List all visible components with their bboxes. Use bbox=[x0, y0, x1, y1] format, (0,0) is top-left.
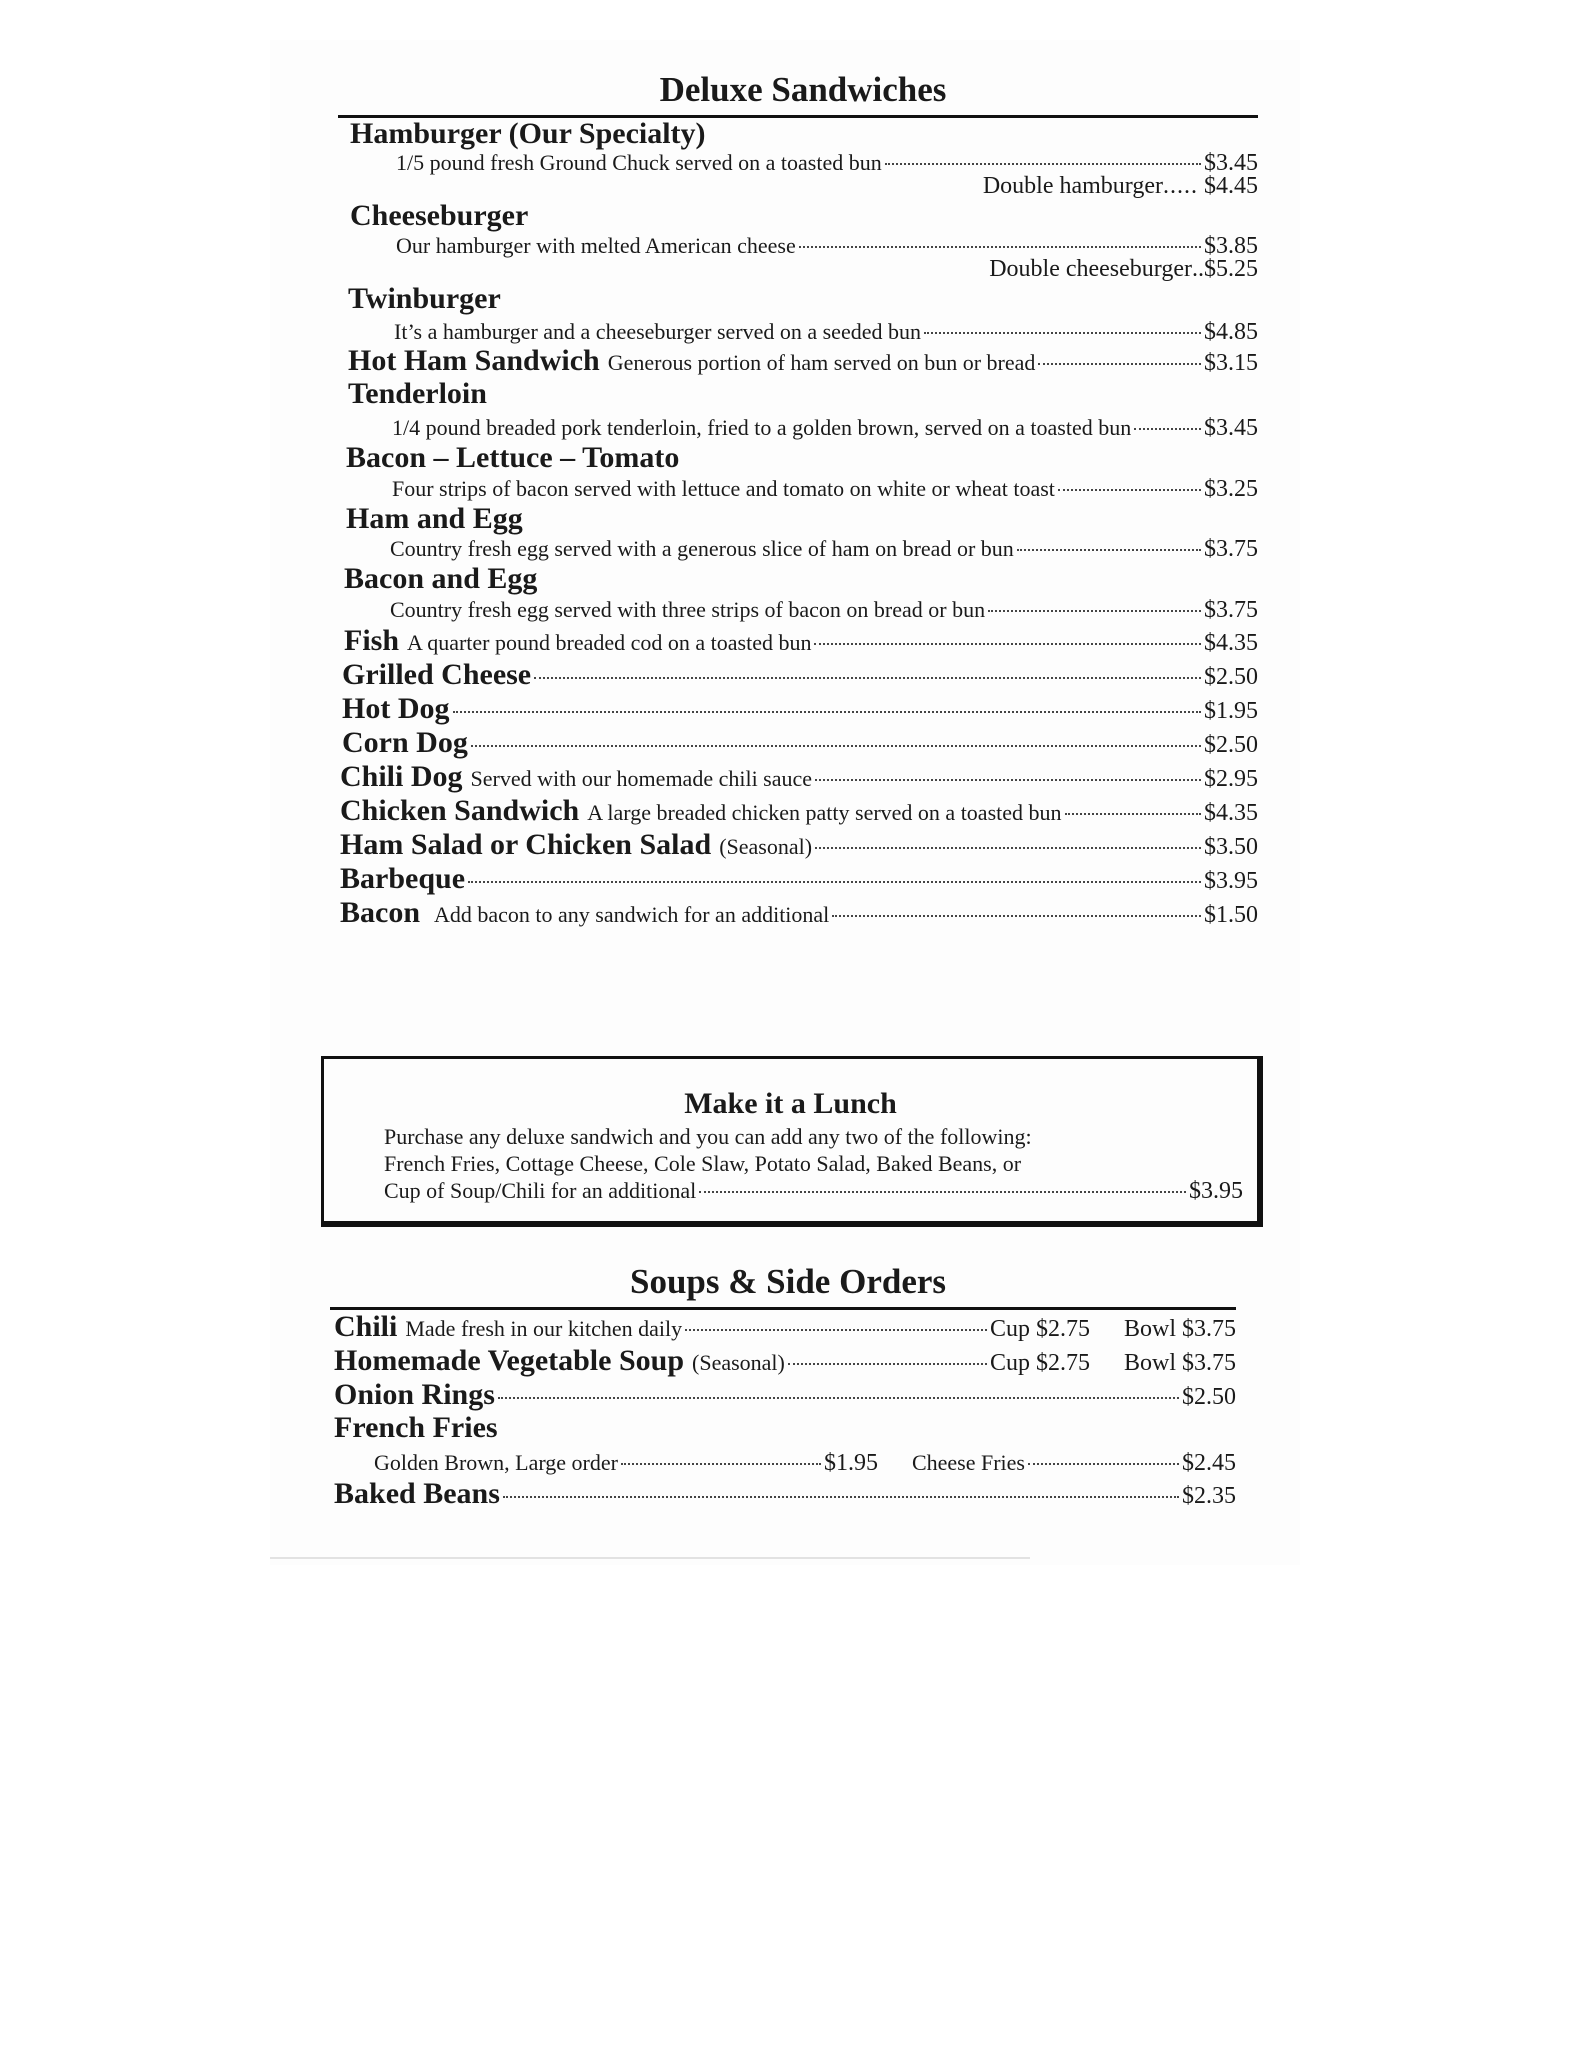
item-description: A large breaded chicken patty served on a toasted bun bbox=[587, 799, 1062, 825]
menu-item-onion-rings bbox=[330, 1378, 1236, 1412]
item-name: Ham and Egg bbox=[346, 501, 523, 535]
cheese-fries-label: Cheese Fries bbox=[911, 1449, 1025, 1475]
menu-item-french-fries bbox=[330, 1412, 1236, 1477]
item-line bbox=[338, 319, 1258, 346]
item-name: Onion Rings bbox=[334, 1378, 495, 1411]
item-name: Fish bbox=[344, 623, 400, 657]
section-title: Soups & Side Orders bbox=[629, 1262, 947, 1301]
soups-sides-section bbox=[330, 1264, 1236, 1511]
menu-item-chicken-sandwich bbox=[338, 794, 1258, 828]
leader-dots bbox=[699, 1191, 1186, 1193]
extra-dots: ..... bbox=[1163, 172, 1198, 199]
item-price: $3.95 bbox=[1204, 867, 1258, 894]
item-price: $3.75 bbox=[1204, 536, 1258, 562]
menu-item-grilled-cheese bbox=[338, 658, 1258, 692]
item-description: Country fresh egg served with a generous slice of ham on bread or bun bbox=[390, 536, 1014, 561]
item-description: Served with our homemade chili sauce bbox=[470, 765, 813, 791]
item-price: $3.45 bbox=[1204, 415, 1258, 441]
item-description: (Seasonal) bbox=[719, 833, 813, 859]
leader-dots bbox=[1058, 489, 1201, 491]
item-price: $2.35 bbox=[1182, 1482, 1236, 1509]
item-description: It’s a hamburger and a cheeseburger served on a seeded bun bbox=[394, 318, 921, 344]
lunch-price: $3.95 bbox=[1189, 1178, 1243, 1204]
make-it-a-lunch-box bbox=[321, 1056, 1263, 1227]
item-description: 1/4 pound breaded pork tenderloin, fried to a golden brown, served on a toasted bun bbox=[392, 415, 1132, 440]
item-name: Hot Dog bbox=[342, 691, 450, 725]
item-price: $2.95 bbox=[1204, 765, 1258, 792]
item-line bbox=[330, 1450, 1236, 1477]
menu-item-hamburger bbox=[338, 118, 1258, 200]
extra-label: Double cheeseburger bbox=[989, 256, 1192, 282]
lunch-title: Make it a Lunch bbox=[684, 1087, 897, 1120]
leader-dots bbox=[621, 1463, 821, 1465]
menu-item-corn-dog bbox=[338, 726, 1258, 760]
menu-item-vegetable-soup bbox=[330, 1344, 1236, 1378]
cup-price: Cup $2.75 bbox=[989, 1350, 1090, 1376]
item-name: Ham Salad or Chicken Salad bbox=[340, 827, 712, 861]
leader-dots bbox=[1028, 1463, 1179, 1465]
item-name: Tenderloin bbox=[348, 376, 487, 410]
extra-label: Double hamburger bbox=[982, 172, 1163, 199]
item-name: Chili bbox=[334, 1310, 398, 1343]
item-name: Barbeque bbox=[340, 861, 466, 895]
item-price: $2.50 bbox=[1204, 663, 1258, 690]
item-description: Add bacon to any sandwich for an additional bbox=[434, 901, 830, 927]
section-title: Deluxe Sandwiches bbox=[659, 70, 947, 109]
item-description: Generous portion of ham served on bun or bread bbox=[607, 349, 1036, 375]
leader-dots bbox=[832, 915, 1201, 917]
extra-price: $4.45 bbox=[1204, 172, 1258, 199]
menu-item-baked-beans bbox=[330, 1477, 1236, 1511]
leader-dots bbox=[815, 779, 1201, 781]
item-price: $4.35 bbox=[1204, 629, 1258, 656]
bowl-price: Bowl $3.75 bbox=[1123, 1350, 1236, 1376]
lunch-line-2: French Fries, Cottage Cheese, Cole Slaw, Potato Salad, Baked Beans, or bbox=[384, 1151, 1022, 1176]
item-price: $3.15 bbox=[1204, 349, 1258, 376]
leader-dots bbox=[498, 1397, 1179, 1399]
item-price: $3.75 bbox=[1204, 596, 1258, 623]
item-name: Homemade Vegetable Soup bbox=[334, 1344, 685, 1377]
deluxe-sandwiches-section bbox=[338, 72, 1258, 930]
leader-dots bbox=[1017, 549, 1201, 551]
item-name: Bacon bbox=[340, 895, 421, 929]
lunch-line-3 bbox=[384, 1177, 1243, 1205]
item-description: Our hamburger with melted American cheese bbox=[396, 233, 796, 258]
item-line bbox=[338, 597, 1258, 624]
leader-dots bbox=[1038, 363, 1201, 365]
menu-item-hot-dog bbox=[338, 692, 1258, 726]
leader-dots bbox=[814, 643, 1201, 645]
item-price: $3.85 bbox=[1204, 233, 1258, 259]
menu-item-blt bbox=[338, 442, 1258, 503]
item-name: Hamburger (Our Specialty) bbox=[350, 117, 706, 150]
leader-dots bbox=[534, 677, 1201, 679]
menu-item-chili-dog bbox=[338, 760, 1258, 794]
leader-dots bbox=[1065, 813, 1201, 815]
menu-item-tenderloin bbox=[338, 378, 1258, 443]
menu-item-hot-ham bbox=[338, 344, 1258, 378]
lunch-line-3-text: Cup of Soup/Chili for an additional bbox=[384, 1178, 697, 1203]
leader-dots bbox=[924, 332, 1201, 334]
leader-dots bbox=[685, 1329, 987, 1331]
item-price: $1.95 bbox=[1204, 697, 1258, 724]
extra-dots: .. bbox=[1192, 256, 1204, 282]
item-name: Bacon – Lettuce – Tomato bbox=[346, 441, 680, 474]
item-price: $2.50 bbox=[1182, 1384, 1236, 1410]
bowl-price: Bowl $3.75 bbox=[1123, 1316, 1236, 1342]
leader-dots bbox=[788, 1363, 987, 1365]
item-name: Baked Beans bbox=[334, 1476, 500, 1510]
cup-price: Cup $2.75 bbox=[989, 1316, 1090, 1342]
item-extra-line bbox=[338, 256, 1258, 283]
item-description: Country fresh egg served with three strips of bacon on bread or bun bbox=[390, 596, 986, 622]
item-line bbox=[338, 415, 1258, 442]
leader-dots bbox=[468, 881, 1201, 883]
menu-item-chili bbox=[330, 1310, 1236, 1344]
item-name: French Fries bbox=[334, 1411, 498, 1444]
item-price: $1.95 bbox=[823, 1449, 878, 1476]
item-name: Chicken Sandwich bbox=[340, 793, 580, 827]
menu-item-fish bbox=[338, 624, 1258, 658]
leader-dots bbox=[1134, 428, 1201, 430]
item-name: Twinburger bbox=[348, 282, 501, 315]
item-name: Bacon and Egg bbox=[344, 562, 538, 595]
item-price: $3.45 bbox=[1204, 149, 1258, 176]
item-description: (Seasonal) bbox=[692, 1350, 785, 1375]
item-name: Grilled Cheese bbox=[342, 657, 532, 691]
menu-item-bacon-egg bbox=[338, 563, 1258, 624]
item-name: Corn Dog bbox=[342, 725, 468, 759]
item-line bbox=[338, 536, 1258, 563]
item-description: A quarter pound breaded cod on a toasted bun bbox=[407, 629, 812, 655]
scan-edge-line bbox=[270, 1557, 1030, 1559]
item-name: Chili Dog bbox=[340, 759, 463, 793]
item-price: $3.50 bbox=[1204, 833, 1258, 860]
menu-item-barbeque bbox=[338, 862, 1258, 896]
menu-item-cheeseburger bbox=[338, 200, 1258, 284]
menu-item-salad bbox=[338, 828, 1258, 862]
item-description: Four strips of bacon served with lettuce and tomato on white or wheat toast bbox=[392, 475, 1055, 501]
leader-dots bbox=[453, 711, 1202, 713]
leader-dots bbox=[471, 745, 1201, 747]
leader-dots bbox=[988, 610, 1201, 612]
menu-item-ham-egg bbox=[338, 503, 1258, 564]
item-price: $3.25 bbox=[1204, 475, 1258, 502]
item-price: $4.85 bbox=[1204, 318, 1258, 345]
item-price: $2.50 bbox=[1204, 731, 1258, 758]
item-description: Golden Brown, Large order bbox=[374, 1449, 618, 1475]
menu-item-bacon bbox=[338, 896, 1258, 930]
lunch-line-1: Purchase any deluxe sandwich and you can add any two of the following: bbox=[384, 1124, 1032, 1149]
leader-dots bbox=[885, 163, 1201, 165]
extra-price: $5.25 bbox=[1204, 256, 1258, 282]
item-extra-line bbox=[338, 173, 1258, 200]
leader-dots bbox=[799, 246, 1201, 248]
item-description: 1/5 pound fresh Ground Chuck served on a toasted bun bbox=[396, 149, 882, 175]
cheese-fries-price: $2.45 bbox=[1182, 1449, 1236, 1476]
item-name: Hot Ham Sandwich bbox=[348, 343, 600, 377]
leader-dots bbox=[503, 1496, 1179, 1498]
item-line bbox=[338, 476, 1258, 503]
item-description: Made fresh in our kitchen daily bbox=[405, 1316, 683, 1341]
menu-item-twinburger bbox=[338, 283, 1258, 346]
item-price: $1.50 bbox=[1204, 901, 1258, 928]
leader-dots bbox=[815, 847, 1201, 849]
item-price: $4.35 bbox=[1204, 799, 1258, 826]
item-name: Cheeseburger bbox=[350, 198, 529, 232]
